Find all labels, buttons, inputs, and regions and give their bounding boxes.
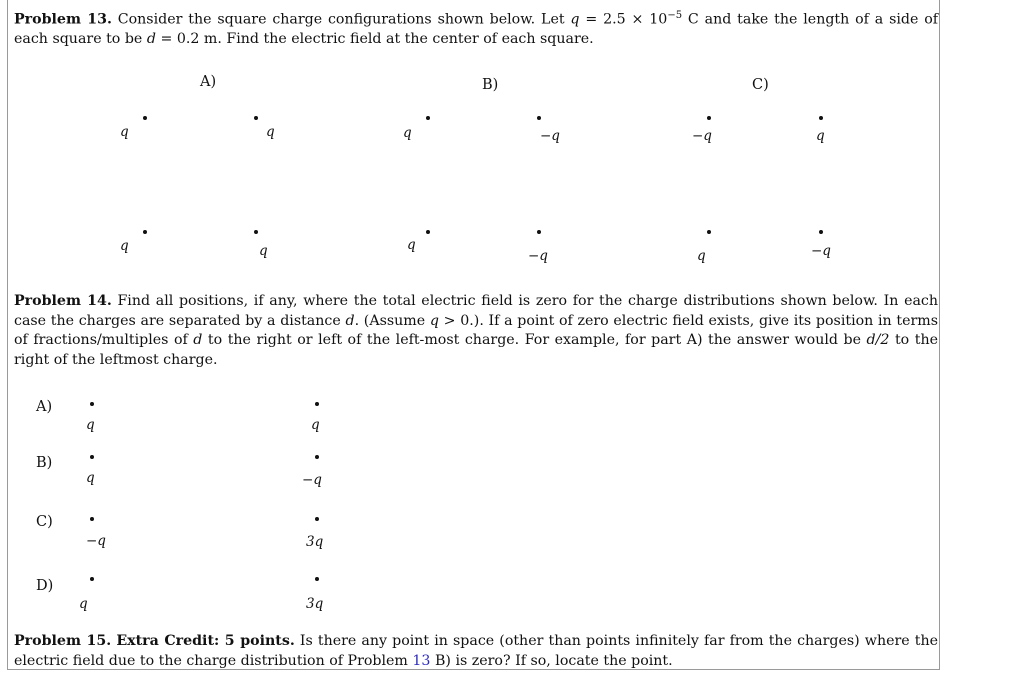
charge-label: q [816,128,825,144]
charge-label: −q [86,533,106,549]
charge-dot [143,116,147,120]
charge-label: −q [528,248,548,264]
charge-label: q [403,125,412,141]
charge-label: q [79,596,88,612]
config-b-label: B) [482,77,499,93]
charge-dot [707,230,711,234]
config-a-label: A) [200,74,217,90]
problem-15-title: Problem 15. [14,633,112,649]
charge-label: q [86,417,95,433]
charge-label: −q [692,128,712,144]
charge-label: q [697,248,706,264]
problem-13-link[interactable]: 13 [412,652,431,669]
charge-dot [537,230,541,234]
charge-label: −q [811,243,831,259]
charge-dot [315,577,319,581]
charge-label: q [120,124,129,140]
charge-dot [143,230,147,234]
problem-13-text: Problem 13. Consider the square charge configurations shown below. Let $q = 2.5 \times 10^{-5}$ C and take the length of a side of each square to be d = 0.2 m. Find the electric field at the center of each square. [14,10,939,48]
charge-dot [254,116,258,120]
charge-dot [315,517,319,521]
problem-13-title: Problem 13. [14,11,112,28]
charge-dot [707,116,711,120]
charge-dot [426,116,430,120]
charge-label: 3q [306,596,324,612]
charge-dot [90,577,94,581]
charge-label: q [266,124,275,140]
row-c-label: C) [36,514,53,530]
row-d-label: D) [36,578,54,594]
charge-dot [315,402,319,406]
problem-14-text: Problem 14. Find all positions, if any, where the total electric field is zero for the charge distributions shown below. In each case the charges are separated by a distance d. (Assume q > 0.). If a point of zero electric field exists, give its position in terms of fractions/multiples of d to the right or left of the left-most charge. For example, for part A) the answer would be d/2 to the right of the leftmost charge. [14,293,939,368]
charge-label: q [311,417,320,433]
charge-label: q [259,243,268,259]
charge-dot [90,455,94,459]
charge-label: q [407,237,416,253]
charge-dot [254,230,258,234]
charge-dot [90,517,94,521]
charge-dot [537,116,541,120]
row-a-label: A) [36,399,53,415]
charge-dot [819,116,823,120]
row-b-label: B) [36,455,53,471]
extra-credit-label: Extra Credit: 5 points. [116,633,295,649]
config-c-label: C) [752,77,769,93]
charge-dot [90,402,94,406]
charge-label: q [86,470,95,486]
charge-label: 3q [306,534,324,550]
problem-14-title: Problem 14. [14,293,112,309]
charge-label: q [120,238,129,254]
charge-dot [426,230,430,234]
charge-label: −q [302,472,322,488]
charge-label: −q [540,128,560,144]
charge-dot [819,230,823,234]
charge-dot [315,455,319,459]
problem-15-text: Problem 15. Extra Credit: 5 points. Is there any point in space (other than points infinitely far from the charges) where the electric field due to the charge distribution of Problem 13 B) is zero? If so, locate the point. [14,633,939,669]
